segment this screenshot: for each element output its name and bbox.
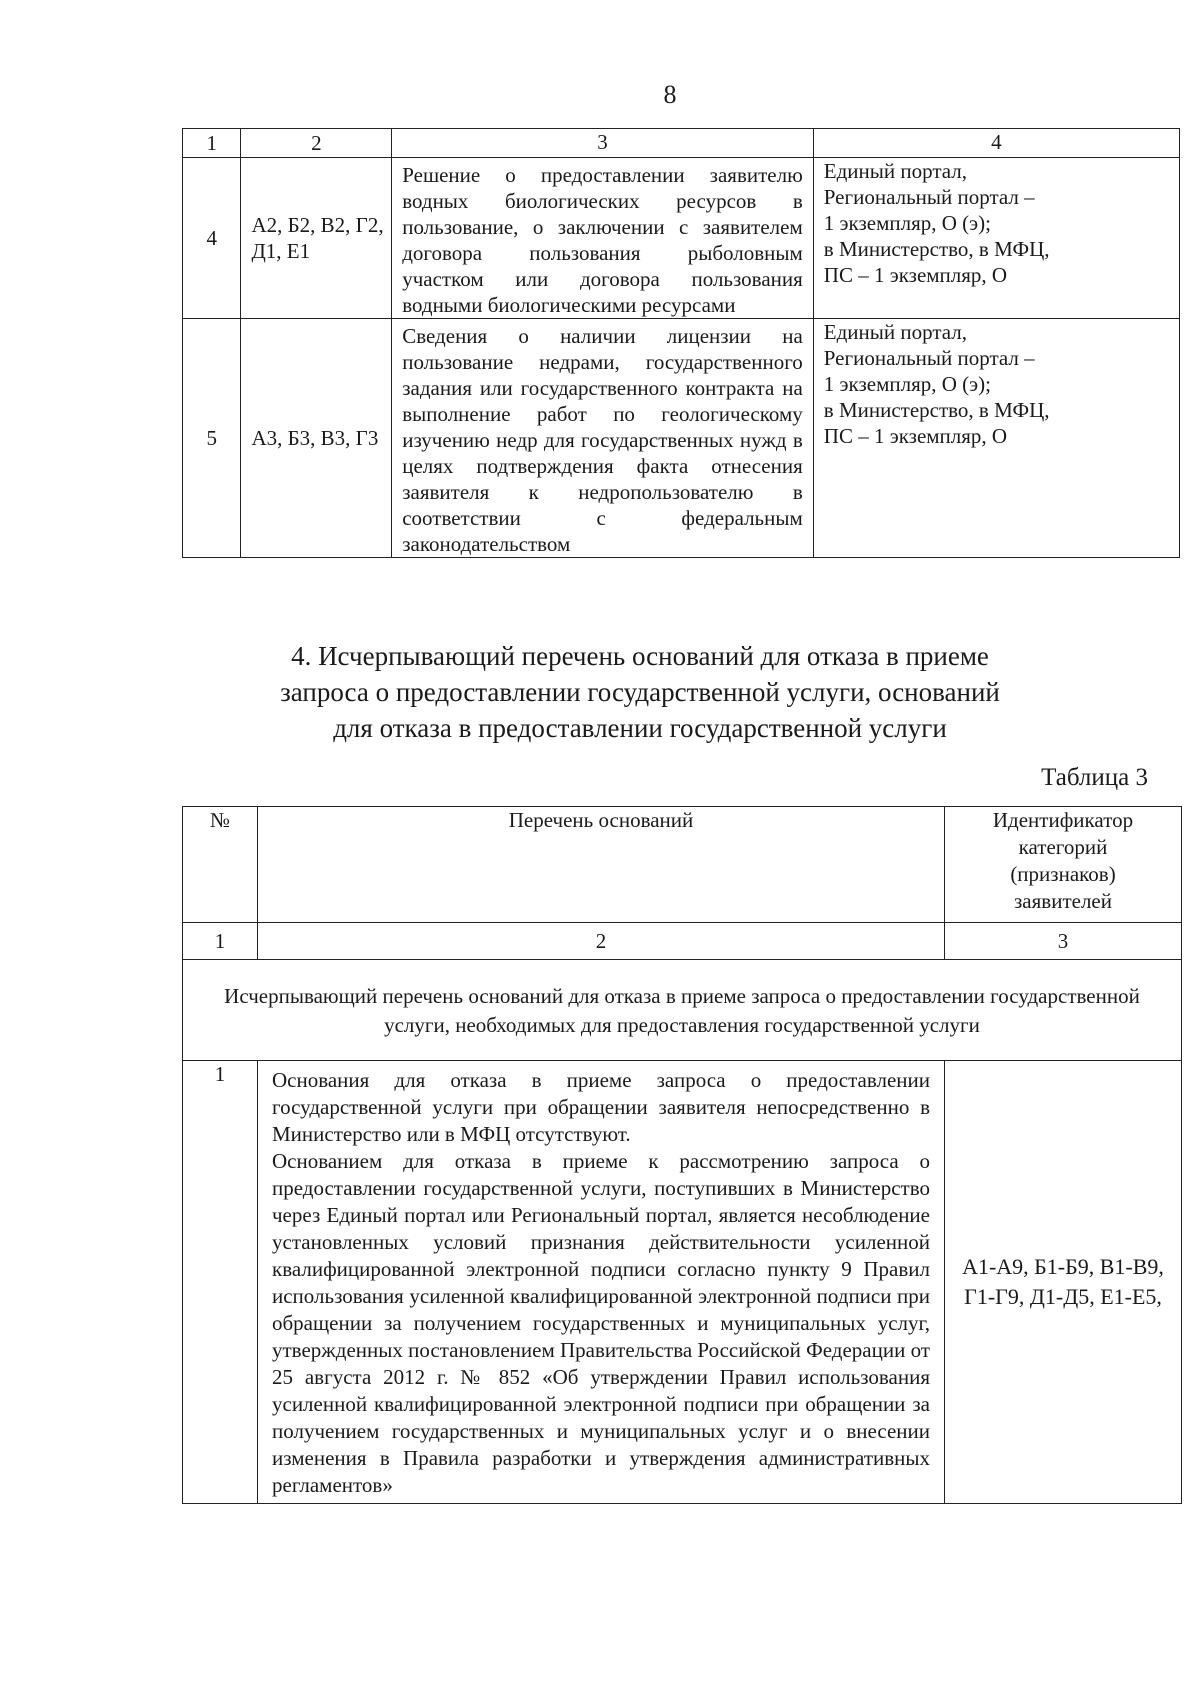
document-description: Сведения о наличии лицензии на пользование недрами, государственного задания или государственного контракта на выполнение работ по геологическому изучению недр для государственных нужд в целях подтверждения факта отнесения заявителя к недропользователю в соответствии с федеральным законодательством: [392, 319, 814, 558]
column-number-2: 2: [241, 129, 392, 158]
requests-table: [182, 128, 1180, 558]
header-row: [183, 807, 1182, 923]
channel-line: ПС – 1 экземпляр, О: [823, 263, 1008, 287]
channel-line: Единый портал,: [823, 320, 967, 344]
header-number: №: [183, 807, 258, 923]
section-title-line: запроса о предоставлении государственной услуги, оснований: [280, 677, 1000, 707]
header-identifier-line: заявителей: [1014, 889, 1112, 913]
header-identifier-line: категорий: [1018, 835, 1108, 859]
column-number-3: 3: [392, 129, 814, 158]
row-number: 4: [183, 158, 241, 319]
applicant-ids: А3, Б3, В3, Г3: [241, 319, 392, 558]
channel-line: Единый портал,: [823, 159, 967, 183]
codes-line: А1-А9, Б1-Б9, В1-В9,: [962, 1254, 1164, 1279]
section-title-line: 4. Исчерпывающий перечень оснований для отказа в приеме: [291, 641, 989, 671]
channel-line: Региональный портал –: [823, 346, 1035, 370]
subheading-row: [183, 960, 1182, 1061]
column-number-row: [183, 129, 1180, 158]
submission-channel: [813, 158, 1179, 319]
header-identifier-line: (признаков): [1010, 862, 1116, 886]
column-number-3: 3: [945, 923, 1182, 960]
submission-channel: [813, 319, 1179, 558]
header-grounds-list: Перечень оснований: [258, 807, 945, 923]
channel-line: ПС – 1 экземпляр, О: [823, 424, 1008, 448]
applicant-codes: [945, 1061, 1182, 1504]
channel-line: 1 экземпляр, О (э);: [823, 211, 992, 235]
codes-line: Г1-Г9, Д1-Д5, Е1-Е5,: [964, 1284, 1162, 1309]
refusal-grounds-table: [182, 806, 1182, 1504]
page-number: 8: [663, 80, 677, 109]
table-row: [183, 1061, 1182, 1504]
column-number-row: [183, 923, 1182, 960]
channel-line: в Министерство, в МФЦ,: [823, 398, 1050, 422]
row-number: 5: [183, 319, 241, 558]
section-title: [250, 638, 1030, 746]
channel-line: 1 экземпляр, О (э);: [823, 372, 992, 396]
table-row: [183, 319, 1180, 558]
row-number: 1: [183, 1061, 258, 1504]
grounds-text: [258, 1061, 945, 1504]
subheading: Исчерпывающий перечень оснований для отказа в приеме запроса о предоставлении государственной услуги, необходимых для предоставления государственной услуги: [183, 960, 1182, 1061]
header-identifier: [945, 807, 1182, 923]
table-row: [183, 158, 1180, 319]
document-description: Решение о предоставлении заявителю водных биологических ресурсов в пользование, о заключении с заявителем договора пользования рыболовным участком или договора пользования водными биологическими ресурсами: [392, 158, 814, 319]
column-number-4: 4: [813, 129, 1179, 158]
channel-line: Региональный портал –: [823, 185, 1035, 209]
channel-line: в Министерство, в МФЦ,: [823, 237, 1050, 261]
column-number-1: 1: [183, 923, 258, 960]
column-number-1: 1: [183, 129, 241, 158]
grounds-paragraph: Основания для отказа в приеме запроса о предоставлении государственной услуги при обращении заявителя непосредственно в Министерство или в МФЦ отсутствуют.: [272, 1068, 930, 1146]
table-label: Таблица 3: [1041, 764, 1148, 791]
column-number-2: 2: [258, 923, 945, 960]
applicant-ids: А2, Б2, В2, Г2, Д1, Е1: [241, 158, 392, 319]
section-title-line: для отказа в предоставлении государственной услуги: [333, 713, 947, 743]
header-identifier-line: Идентификатор: [992, 808, 1134, 832]
grounds-paragraph: Основанием для отказа в приеме к рассмотрению запроса о предоставлении государственной услуги, поступивших в Министерство через Единый портал или Региональный портал, является несоблюдение установленных условий признания действительности усиленной квалифицированной электронной подписи согласно пункту 9 Правил использования усиленной квалифицированной электронной подписи при обращении за получением государственных и муниципальных услуг, утвержденных постановлением Правительства Российской Федерации от 25 августа 2012 г. № 852 «Об утверждении Правил использования усиленной квалифицированной электронной подписи при обращении за получением государственных и муниципальных услуг и о внесении изменения в Правила разработки и утверждения административных регламентов»: [272, 1149, 930, 1497]
